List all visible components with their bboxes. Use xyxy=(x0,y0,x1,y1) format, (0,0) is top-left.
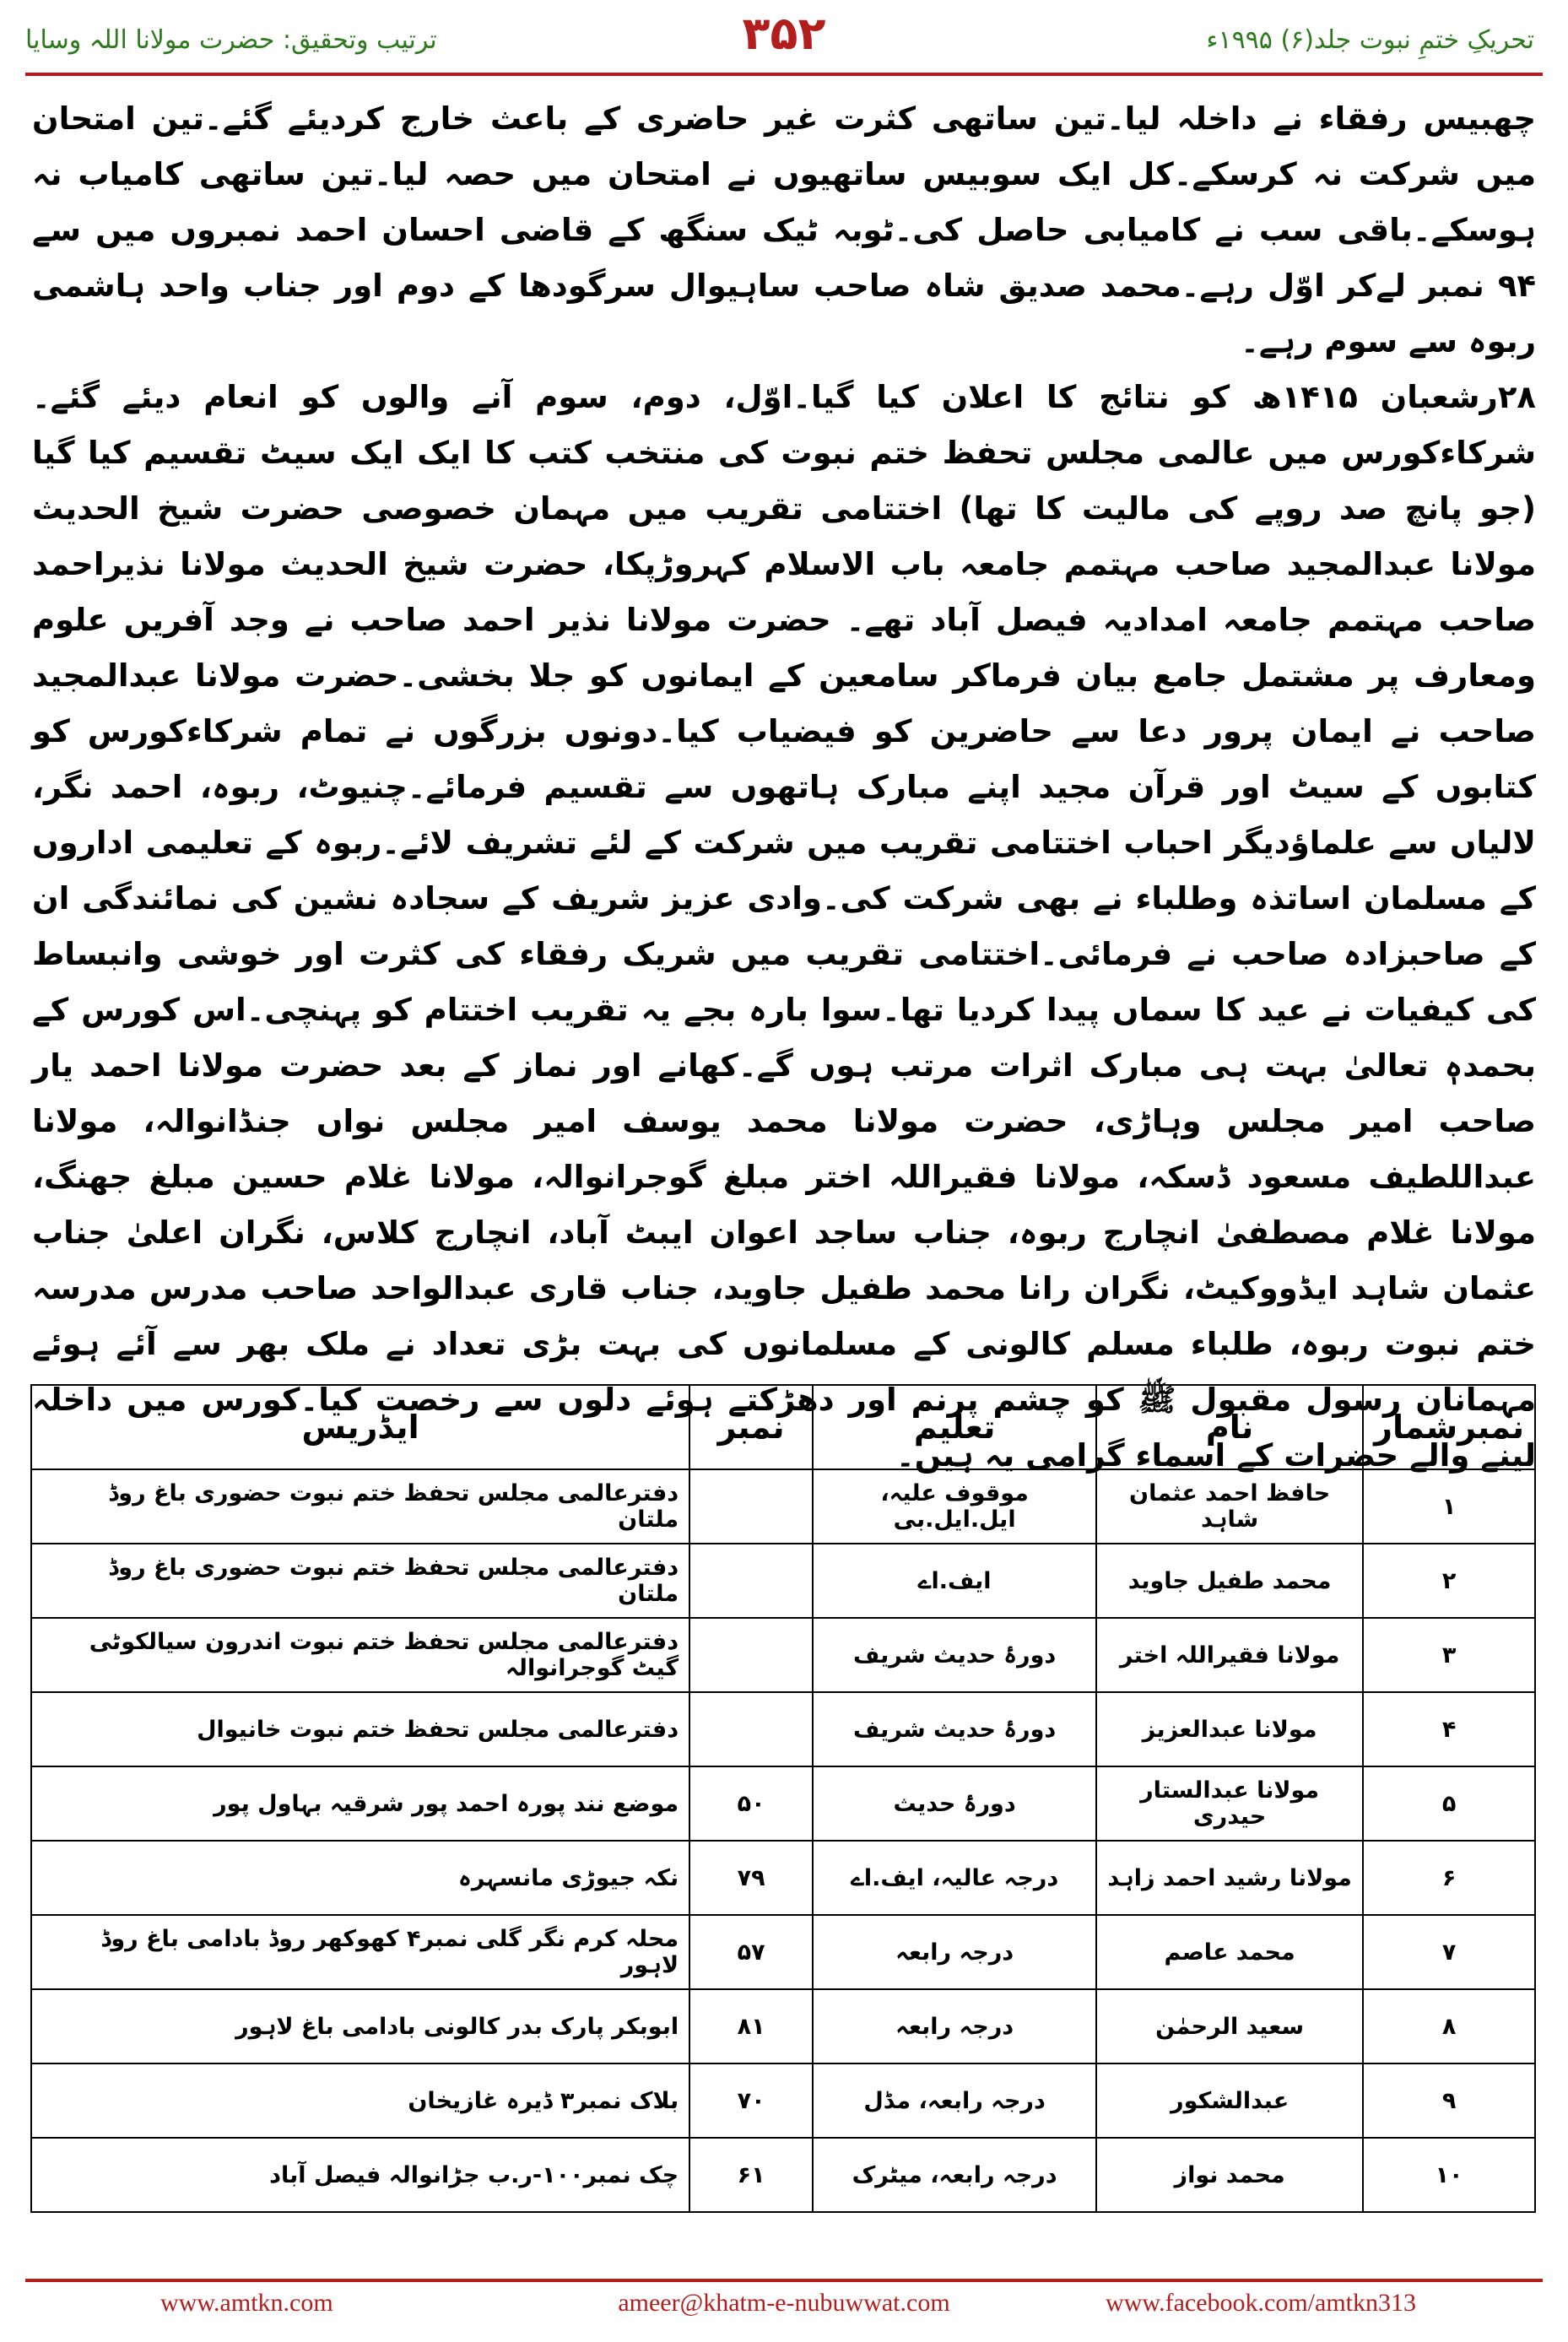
col-education: تعلیم xyxy=(813,1385,1096,1469)
cell-marks: ۶۱ xyxy=(689,2138,813,2212)
cell-address: ابوبکر پارک بدر کالونی بادامی باغ لاہور xyxy=(31,1989,689,2063)
cell-address: دفترعالمی مجلس تحفظ ختم نبوت حضوری باغ روڈ ملتان xyxy=(31,1544,689,1618)
header-divider xyxy=(25,73,1543,76)
table-row xyxy=(31,1989,1535,2063)
cell-address: محلہ کرم نگر گلی نمبر۴ کھوکھر روڈ بادامی باغ روڈ لاہور xyxy=(31,1915,689,1989)
cell-education: دورۂ حدیث xyxy=(813,1766,1096,1841)
cell-name: محمد طفیل جاوید xyxy=(1096,1544,1363,1618)
cell-serial: ۱۰ xyxy=(1363,2138,1535,2212)
facebook-link[interactable]: www.facebook.com/amtkn313 xyxy=(1106,2289,1416,2317)
cell-marks: ۸۱ xyxy=(689,1989,813,2063)
cell-serial: ۷ xyxy=(1363,1915,1535,1989)
cell-education: دورۂ حدیث شریف xyxy=(813,1692,1096,1766)
table-row xyxy=(31,1544,1535,1618)
cell-name: محمد عاصم xyxy=(1096,1915,1363,1989)
cell-marks xyxy=(689,1544,813,1618)
table-row xyxy=(31,1766,1535,1841)
cell-marks: ۷۹ xyxy=(689,1841,813,1915)
table-row xyxy=(31,1692,1535,1766)
cell-name: مولانا رشید احمد زاہد xyxy=(1096,1841,1363,1915)
cell-serial: ۲ xyxy=(1363,1544,1535,1618)
cell-education: موقوف علیہ، ایل.ایل.بی xyxy=(813,1469,1096,1544)
cell-name: حافظ احمد عثمان شاہد xyxy=(1096,1469,1363,1544)
website-link[interactable]: www.amtkn.com xyxy=(160,2289,333,2317)
page-number: ۳۵۲ xyxy=(742,7,826,60)
cell-education: درجہ عالیہ، ایف.اے xyxy=(813,1841,1096,1915)
page-header xyxy=(0,0,1568,76)
cell-education: درجہ رابعہ xyxy=(813,1915,1096,1989)
cell-education: درجہ رابعہ، میٹرک xyxy=(813,2138,1096,2212)
cell-name: مولانا فقیراللہ اختر xyxy=(1096,1618,1363,1692)
cell-name: مولانا عبدالعزیز xyxy=(1096,1692,1363,1766)
cell-education: درجہ رابعہ xyxy=(813,1989,1096,2063)
cell-marks: ۵۷ xyxy=(689,1915,813,1989)
cell-address: دفترعالمی مجلس تحفظ ختم نبوت خانیوال xyxy=(31,1692,689,1766)
col-serial: نمبرشمار xyxy=(1363,1385,1535,1469)
table-row xyxy=(31,1618,1535,1692)
footer-divider xyxy=(25,2279,1543,2282)
table-row xyxy=(31,2063,1535,2138)
cell-serial: ۴ xyxy=(1363,1692,1535,1766)
col-address: ایڈریس xyxy=(31,1385,689,1469)
cell-address: چک نمبر۱۰۰-ر.ب جڑانوالہ فیصل آباد xyxy=(31,2138,689,2212)
cell-education: دورۂ حدیث شریف xyxy=(813,1618,1096,1692)
cell-address: بلاک نمبر۳ ڈیرہ غازیخان xyxy=(31,2063,689,2138)
cell-address: دفترعالمی مجلس تحفظ ختم نبوت اندرون سیالکوٹی گیٹ گوجرانوالہ xyxy=(31,1618,689,1692)
page-footer xyxy=(0,2289,1568,2323)
cell-marks xyxy=(689,1692,813,1766)
paragraph-2: ۲۸رشعبان ۱۴۱۵ھ کو نتائج کا اعلان کیا گیا۔اوّل، دوم، سوم آنے والوں کو انعام دیئے گئے۔شرکاءکورس میں عالمی مجلس تحفظ ختم نبوت کی منتخب کتب کا ایک ایک سیٹ تقسیم کیا گیا (جو پانچ صد روپے کی مالیت کا تھا) اختتامی تقریب میں مہمان خصوصی حضرت شیخ الحدیث مولانا عبدالمجید صاحب مہتمم جامعہ باب الاسلام کہروڑپکا، حضرت شیخ الحدیث مولانا نذیراحمد صاحب مہتمم جامعہ امدادیہ فیصل آباد تھے۔ حضرت مولانا نذیر احمد صاحب نے وجد آفریں علوم ومعارف پر مشتمل جامع بیان فرماکر سامعین کے ایمانوں کو جلا بخشی۔حضرت مولانا عبدالمجید صاحب نے ایمان پرور دعا سے حاضرین کو فیضیاب کیا۔دونوں بزرگوں نے تمام شرکاءکورس کو کتابوں کے سیٹ اور قرآن مجید اپنے مبارک ہاتھوں سے تقسیم فرمائے۔چنیوٹ، ربوہ، احمد نگر، لالیاں سے علماؤدیگر احباب اختتامی تقریب میں شرکت کے لئے تشریف لائے۔ربوہ کے تعلیمی اداروں کے مسلمان اساتذہ وطلباء نے بھی شرکت کی۔وادی عزیز شریف کے سجادہ نشین کی نمائندگی ان کے صاحبزادہ صاحب نے فرمائی۔اختتامی تقریب میں شریک رفقاء کی کثرت اور خوشی وانبساط کی کیفیات نے عید کا سماں پیدا کردیا تھا۔سوا بارہ بجے یہ تقریب اختتام کو پہنچی۔اس کورس کے بحمدہٖ تعالیٰ بہت ہی مبارک اثرات مرتب ہوں گے۔کھانے اور نماز کے بعد حضرت مولانا احمد یار صاحب امیر مجلس وہاڑی، حضرت مولانا محمد یوسف امیر مجلس نواں جنڈانوالہ، مولانا عبداللطیف مسعود ڈسکہ، مولانا فقیراللہ اختر مبلغ گوجرانوالہ، مولانا غلام حسین مبلغ جھنگ، مولانا غلام مصطفیٰ انچارج ربوہ، جناب ساجد اعوان ایبٹ آباد، انچارج کلاس، نگران اعلیٰ جناب عثمان شاہد ایڈووکیٹ، نگران رانا محمد طفیل جاوید، جناب قاری عبدالواحد صاحب مدرس مدرسہ ختم نبوت ربوہ، طلباء مسلم کالونی کے مسلمانوں کی بہت بڑی تعداد نے ملک بھر سے آئے ہوئے مہمانان رسول مقبول ﷺ کو چشم پرنم اور دھڑکتے ہوئے دلوں سے رخصت کیا۔کورس میں داخلہ لینے والے حضرات کے اسماء گرامی یہ ہیں۔ xyxy=(32,379,1536,1474)
paragraph-1: چھبیس رفقاء نے داخلہ لیا۔تین ساتھی کثرت غیر حاضری کے باعث خارج کردیئے گئے۔تین امتحان میں شرکت نہ کرسکے۔کل ایک سوبیس ساتھیوں نے امتحان میں حصہ لیا۔تین ساتھی کامیاب نہ ہوسکے۔باقی سب نے کامیابی حاصل کی۔ٹوبہ ٹیک سنگھ کے قاضی احسان احمد نمبروں میں سے ۹۴ نمبر لےکر اوّل رہے۔محمد صدیق شاہ صاحب ساہیوال سرگودھا کے دوم اور جناب واحد ہاشمی ربوہ سے سوم رہے۔ xyxy=(32,100,1536,360)
students-table xyxy=(30,1384,1536,2213)
cell-marks: ۵۰ xyxy=(689,1766,813,1841)
cell-serial: ۳ xyxy=(1363,1618,1535,1692)
compiler-credit: ترتیب وتحقیق: حضرت مولانا اللہ وسایا xyxy=(25,25,437,55)
cell-education: ایف.اے xyxy=(813,1544,1096,1618)
col-name: نام xyxy=(1096,1385,1363,1469)
cell-address: موضع نند پورہ احمد پور شرقیہ بہاول پور xyxy=(31,1766,689,1841)
cell-serial: ۹ xyxy=(1363,2063,1535,2138)
cell-education: درجہ رابعہ، مڈل xyxy=(813,2063,1096,2138)
book-title: تحریکِ ختمِ نبوت جلد(۶) ۱۹۹۵ء xyxy=(1206,25,1534,55)
cell-marks: ۷۰ xyxy=(689,2063,813,2138)
table-row xyxy=(31,1841,1535,1915)
cell-name: سعید الرحمٰن xyxy=(1096,1989,1363,2063)
email-link[interactable]: ameer@khatm-e-nubuwwat.com xyxy=(618,2289,950,2317)
table-header-row xyxy=(31,1385,1535,1469)
table-row xyxy=(31,1915,1535,1989)
cell-serial: ۶ xyxy=(1363,1841,1535,1915)
cell-marks xyxy=(689,1469,813,1544)
cell-name: مولانا عبدالستار حیدری xyxy=(1096,1766,1363,1841)
col-marks: نمبر xyxy=(689,1385,813,1469)
cell-name: عبدالشکور xyxy=(1096,2063,1363,2138)
cell-marks xyxy=(689,1618,813,1692)
body-text xyxy=(32,91,1536,1484)
table-row xyxy=(31,2138,1535,2212)
cell-serial: ۱ xyxy=(1363,1469,1535,1544)
cell-name: محمد نواز xyxy=(1096,2138,1363,2212)
cell-address: دفترعالمی مجلس تحفظ ختم نبوت حضوری باغ روڈ ملتان xyxy=(31,1469,689,1544)
cell-serial: ۵ xyxy=(1363,1766,1535,1841)
cell-serial: ۸ xyxy=(1363,1989,1535,2063)
cell-address: نکہ جیوڑی مانسہرہ xyxy=(31,1841,689,1915)
table-row xyxy=(31,1469,1535,1544)
